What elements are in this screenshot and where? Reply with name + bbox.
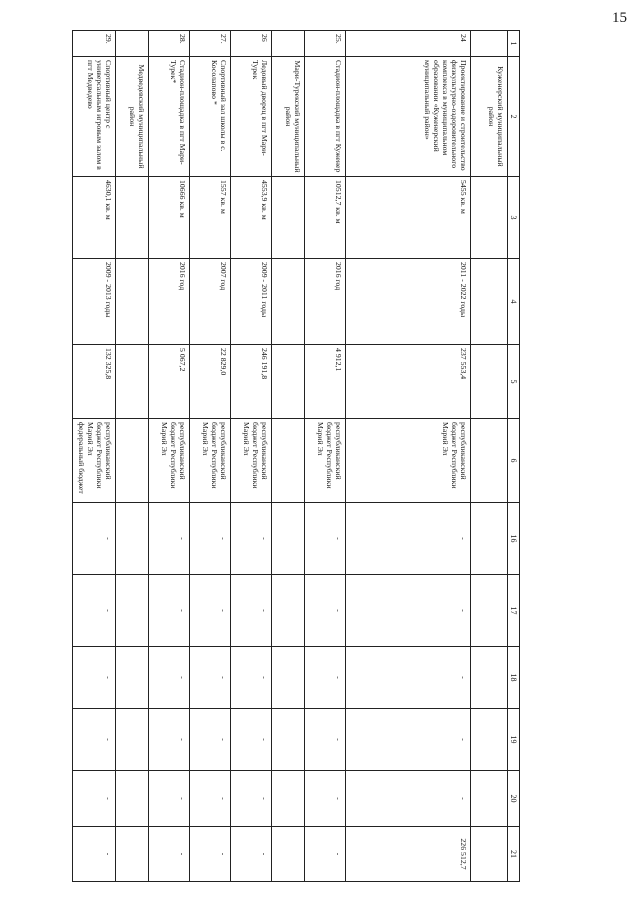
funding-source: республиканский бюджет Республики Марий Эл федеральный бюджет: [73, 419, 116, 503]
section-row: [470, 31, 507, 882]
object-cost: 237 553,4: [345, 345, 470, 419]
cell-16: -: [73, 503, 116, 575]
section-row: [271, 31, 304, 882]
object-cost: 132 325,8: [73, 345, 116, 419]
object-years: 2009 - 2011 годы: [230, 259, 271, 345]
row-number: 27.: [189, 31, 230, 57]
col-header: 16: [507, 503, 519, 575]
object-name: Проектирование и строительство физкультурно-оздоровительного комплекса в муниципальном образовании «Куженерский муниципальный район»: [345, 57, 470, 177]
cell-20: -: [304, 771, 345, 827]
rotated-table-container: [76, 30, 520, 881]
section-title: Куженерский муниципальный район: [470, 57, 507, 177]
cell-21: -: [304, 827, 345, 882]
cell-19: -: [230, 709, 271, 771]
col-header: 19: [507, 709, 519, 771]
col-header: 20: [507, 771, 519, 827]
cell-19: -: [148, 709, 189, 771]
col-header: 2: [507, 57, 519, 177]
table-row: [345, 31, 470, 882]
cell-16: -: [148, 503, 189, 575]
object-area: 1557 кв. м: [189, 177, 230, 259]
cell-19: -: [345, 709, 470, 771]
cell-18: -: [148, 647, 189, 709]
object-cost: 4 912,1: [304, 345, 345, 419]
object-name: Ледовый дворец в пгт Мари-Турек: [230, 57, 271, 177]
table-row: [148, 31, 189, 882]
object-area: 4630,1 кв. м: [73, 177, 116, 259]
table-row: [304, 31, 345, 882]
cell-20: -: [189, 771, 230, 827]
funding-source: республиканский бюджет Республики Марий Эл: [304, 419, 345, 503]
cell-20: -: [230, 771, 271, 827]
table-row: [189, 31, 230, 882]
object-name: Спортивный зал школы в с. Косолапово *: [189, 57, 230, 177]
cell-18: -: [304, 647, 345, 709]
col-header: 6: [507, 419, 519, 503]
object-cost: 246 191,8: [230, 345, 271, 419]
table-row: [73, 31, 116, 882]
cell-17: -: [230, 575, 271, 647]
cell-18: -: [230, 647, 271, 709]
funding-source: республиканский бюджет Республики Марий Эл: [230, 419, 271, 503]
object-area: 5455 кв. м: [345, 177, 470, 259]
cell-17: -: [73, 575, 116, 647]
row-number: 25.: [304, 31, 345, 57]
cell-20: -: [148, 771, 189, 827]
cell-18: -: [73, 647, 116, 709]
table-wrapper: [76, 30, 520, 881]
object-name: Спортивный центр с универсальным игровым залом в пгт Медведево: [73, 57, 116, 177]
row-number: 26: [230, 31, 271, 57]
funding-source: республиканский бюджет Республики Марий Эл: [345, 419, 470, 503]
cell-19: -: [304, 709, 345, 771]
object-years: 2016 год: [148, 259, 189, 345]
col-header: 4: [507, 259, 519, 345]
funding-source: республиканский бюджет Республики Марий Эл: [189, 419, 230, 503]
table-row: [230, 31, 271, 882]
object-name: Стадион-площадка в пгт Мари-Турек*: [148, 57, 189, 177]
cell-17: -: [345, 575, 470, 647]
object-years: 2007 год: [189, 259, 230, 345]
col-header: 5: [507, 345, 519, 419]
object-years: 2009 - 2013 годы: [73, 259, 116, 345]
cell-21: -: [73, 827, 116, 882]
col-header: 3: [507, 177, 519, 259]
header-row: [507, 31, 519, 882]
object-cost: 22 829,0: [189, 345, 230, 419]
funding-source: республиканский бюджет Республики Марий Эл: [148, 419, 189, 503]
cell-16: -: [230, 503, 271, 575]
object-name: Стадион-площадка в пгт Куженер: [304, 57, 345, 177]
object-area: 4553,9 кв. м: [230, 177, 271, 259]
cell-21: -: [189, 827, 230, 882]
page-number: 15: [612, 10, 627, 26]
cell-21: -: [230, 827, 271, 882]
col-header: 18: [507, 647, 519, 709]
cell-21: 226 512,7: [345, 827, 470, 882]
cell-19: -: [189, 709, 230, 771]
cell-16: -: [189, 503, 230, 575]
col-header: 21: [507, 827, 519, 882]
row-number: 24: [345, 31, 470, 57]
cell-18: -: [189, 647, 230, 709]
cell-20: -: [73, 771, 116, 827]
cell-19: -: [73, 709, 116, 771]
section-title: Мари-Турекский муниципальный район: [271, 57, 304, 177]
object-area: 10512,7 кв. м: [304, 177, 345, 259]
col-header: 17: [507, 575, 519, 647]
row-number: 28.: [148, 31, 189, 57]
object-years: 2016 год: [304, 259, 345, 345]
section-title: Медведевский муниципальный район: [115, 57, 148, 177]
cell-21: -: [148, 827, 189, 882]
row-number: 29.: [73, 31, 116, 57]
cell-17: -: [304, 575, 345, 647]
col-header: 1: [507, 31, 519, 57]
object-cost: 5 067,2: [148, 345, 189, 419]
object-years: 2011 - 2022 годы: [345, 259, 470, 345]
construction-table: [72, 30, 520, 882]
cell-20: -: [345, 771, 470, 827]
cell-16: -: [304, 503, 345, 575]
cell-17: -: [189, 575, 230, 647]
object-area: 10666 кв. м: [148, 177, 189, 259]
cell-17: -: [148, 575, 189, 647]
cell-16: -: [345, 503, 470, 575]
cell-18: -: [345, 647, 470, 709]
section-row: [115, 31, 148, 882]
